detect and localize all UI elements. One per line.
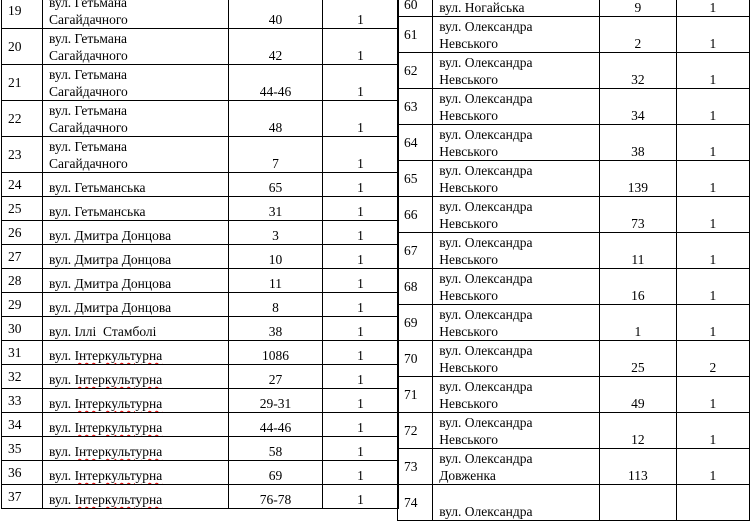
house-number: 40 [229,0,323,29]
house-number: 16 [600,269,677,305]
street-line: вул. Олександра [439,451,533,466]
count-value: 1 [323,245,399,269]
street-name [433,0,600,17]
table-row [398,161,750,197]
table-row [2,317,399,341]
house-number: 38 [600,125,677,161]
street-name [433,233,600,269]
count-value: 1 [676,53,749,89]
table-row [2,485,399,509]
street-line: вул. Олександра [439,19,533,34]
street-line: вул. Олександра [439,415,533,430]
street-line: вул. Дмитра Донцова [49,300,172,315]
street-line: вул. Олександра [439,199,533,214]
row-number: 23 [2,137,43,173]
house-number: 1086 [229,341,323,365]
street-line: вул. Інтеркультурна [49,444,163,459]
house-number: 31 [229,197,323,221]
street-line: Невського [439,360,498,375]
street-name [43,245,229,269]
table-row [398,449,750,485]
street-name [433,89,600,125]
row-number: 73 [398,449,433,485]
count-value: 1 [323,221,399,245]
street-line: вул. Гетьмана [49,139,128,154]
table-row [398,53,750,89]
house-number: 32 [600,53,677,89]
count-value: 1 [323,341,399,365]
count-value: 1 [323,197,399,221]
street-line: вул. Інтеркультурна [49,468,163,483]
left-table-body [2,0,399,509]
table-row [2,269,399,293]
street-line: вул. Дмитра Донцова [49,252,172,267]
street-name [43,0,229,29]
count-value: 1 [676,0,749,17]
street-line: вул. Олександра [439,235,533,250]
row-number: 65 [398,161,433,197]
street-line: Сагайдачного [49,120,128,135]
house-number: 42 [229,29,323,65]
street-line: Невського [439,108,498,123]
street-name [433,305,600,341]
count-value: 1 [676,233,749,269]
spellcheck-underline: Інтеркультурна [74,444,163,459]
street-line: вул. Інтеркультурна [49,372,163,387]
house-number: 44-46 [229,413,323,437]
row-number: 22 [2,101,43,137]
left-address-table [1,0,399,509]
street-line: Сагайдачного [49,48,128,63]
house-number: 3 [229,221,323,245]
row-number: 37 [2,485,43,509]
count-value: 1 [323,485,399,509]
table-row [398,341,750,377]
table-row [398,305,750,341]
table-row [2,197,399,221]
house-number: 76-78 [229,485,323,509]
street-line: Невського [439,324,498,339]
count-value: 1 [323,65,399,101]
street-line: вул. Олександра [439,163,533,178]
street-name [43,29,229,65]
street-name [433,17,600,53]
street-name [43,173,229,197]
house-number: 49 [600,377,677,413]
table-row [2,365,399,389]
street-name [433,377,600,413]
count-value: 1 [676,269,749,305]
table-row [2,65,399,101]
street-name [433,341,600,377]
count-value: 1 [323,0,399,29]
street-line: Невського [439,216,498,231]
count-value: 1 [676,377,749,413]
street-line: вул. Інтеркультурна [49,348,163,363]
right-table-body [398,0,750,521]
spellcheck-underline: Інтеркультурна [74,372,163,387]
street-line: вул. Олександра [439,55,533,70]
house-number: 44-46 [229,65,323,101]
house-number: 69 [229,461,323,485]
house-number: 113 [600,449,677,485]
table-row [2,293,399,317]
row-number: 60 [398,0,433,17]
street-name [433,413,600,449]
count-value: 1 [323,365,399,389]
street-line: вул. Гетьмана [49,0,128,10]
house-number: 27 [229,365,323,389]
count-value: 1 [676,413,749,449]
table-row [2,461,399,485]
street-name [433,449,600,485]
table-row [398,17,750,53]
house-number: 38 [229,317,323,341]
house-number: 12 [600,413,677,449]
street-line: вул. Олександра [439,379,533,394]
count-value: 1 [323,461,399,485]
table-row [398,89,750,125]
spellcheck-underline: Інтеркультурна [74,420,163,435]
street-line: вул. Гетьмана [49,67,128,82]
count-value: 1 [676,305,749,341]
street-line: вул. Ногайська [439,0,525,15]
street-name [43,437,229,461]
street-name [433,161,600,197]
street-line: вул. Олександра [439,504,533,519]
street-line: Невського [439,144,498,159]
street-name [43,293,229,317]
street-name [43,461,229,485]
row-number: 31 [2,341,43,365]
table-row [398,0,750,17]
row-number: 27 [2,245,43,269]
street-name [43,341,229,365]
spellcheck-underline: Інтеркультурна [74,396,163,411]
house-number: 29-31 [229,389,323,413]
street-name [43,197,229,221]
street-name [43,101,229,137]
row-number: 32 [2,365,43,389]
row-number: 19 [2,0,43,29]
count-value: 2 [676,341,749,377]
street-name [43,65,229,101]
count-value: 1 [676,197,749,233]
street-line: Сагайдачного [49,12,128,27]
row-number: 24 [2,173,43,197]
street-name [433,269,600,305]
row-number: 30 [2,317,43,341]
street-line: вул. Олександра [439,271,533,286]
table-row [2,245,399,269]
table-row [398,233,750,269]
row-number: 20 [2,29,43,65]
table-row [2,437,399,461]
table-row [2,137,399,173]
row-number: 66 [398,197,433,233]
table-row [398,269,750,305]
row-number: 69 [398,305,433,341]
street-line: вул. Інтеркультурна [49,492,163,507]
row-number: 21 [2,65,43,101]
row-number: 25 [2,197,43,221]
street-line: вул. Гетьманська [49,204,146,219]
table-row [398,125,750,161]
street-line: вул. Дмитра Донцова [49,228,172,243]
house-number: 65 [229,173,323,197]
count-value: 1 [323,437,399,461]
house-number: 73 [600,197,677,233]
house-number: 34 [600,89,677,125]
street-line: вул. Іллі Стамболі [49,324,157,339]
street-line: вул. Дмитра Донцова [49,276,172,291]
table-row [2,389,399,413]
row-number: 72 [398,413,433,449]
table-row [2,101,399,137]
table-row [2,0,399,29]
count-value: 1 [676,17,749,53]
row-number: 26 [2,221,43,245]
street-line: Невського [439,72,498,87]
count-value: 1 [676,125,749,161]
row-number: 63 [398,89,433,125]
street-line: вул. Гетьманська [49,180,146,195]
street-line: Невського [439,396,498,411]
street-name [43,137,229,173]
street-line: Невського [439,180,498,195]
table-row [398,197,750,233]
street-line: вул. Інтеркультурна [49,420,163,435]
house-number: 58 [229,437,323,461]
street-line: Невського [439,288,498,303]
count-value: 1 [323,29,399,65]
table-row [398,413,750,449]
street-name [43,221,229,245]
table-row [2,221,399,245]
street-line: вул. Олександра [439,343,533,358]
street-name [43,389,229,413]
spellcheck-underline: Інтеркультурна [74,348,163,363]
table-row [398,377,750,413]
house-number: 139 [600,161,677,197]
street-line: вул. Олександра [439,307,533,322]
table-row [2,29,399,65]
table-row [2,413,399,437]
row-number: 64 [398,125,433,161]
house-number: 11 [229,269,323,293]
count-value: 1 [676,89,749,125]
street-line: вул. Олександра [439,91,533,106]
house-number: 1 [600,305,677,341]
row-number: 62 [398,53,433,89]
street-name [43,317,229,341]
street-line: Довженка [439,468,496,483]
street-name [433,53,600,89]
row-number: 28 [2,269,43,293]
house-number: 48 [229,101,323,137]
street-name [43,413,229,437]
spellcheck-underline: Інтеркультурна [74,468,163,483]
house-number: 10 [229,245,323,269]
row-number: 68 [398,269,433,305]
street-name [43,365,229,389]
street-name [43,485,229,509]
count-value: 1 [323,389,399,413]
street-line: вул. Гетьмана [49,103,128,118]
street-line: Сагайдачного [49,156,128,171]
count-value: 1 [323,101,399,137]
table-row [2,173,399,197]
row-number: 61 [398,17,433,53]
row-number: 34 [2,413,43,437]
house-number: 2 [600,17,677,53]
table-row [2,341,399,365]
row-number: 29 [2,293,43,317]
row-number: 67 [398,233,433,269]
row-number: 36 [2,461,43,485]
count-value: 1 [323,317,399,341]
row-number: 33 [2,389,43,413]
street-line: Невського [439,432,498,447]
street-name [433,125,600,161]
count-value: 1 [323,173,399,197]
row-number: 35 [2,437,43,461]
house-number: 7 [229,137,323,173]
count-value: 1 [676,449,749,485]
street-line: вул. Гетьмана [49,31,128,46]
right-address-table [397,0,750,521]
street-name [43,269,229,293]
count-value: 1 [323,137,399,173]
count-value: 1 [323,269,399,293]
row-number: 74 [398,485,433,521]
street-line: Сагайдачного [49,84,128,99]
house-number: 11 [600,233,677,269]
street-line: вул. Олександра [439,127,533,142]
count-value: 1 [676,161,749,197]
row-number: 71 [398,377,433,413]
count-value: 1 [323,293,399,317]
street-line: Невського [439,252,498,267]
street-line: вул. Інтеркультурна [49,396,163,411]
street-line: Невського [439,36,498,51]
count-value: 1 [323,413,399,437]
street-name [433,197,600,233]
row-number: 70 [398,341,433,377]
house-number: 25 [600,341,677,377]
spellcheck-underline: Інтеркультурна [74,492,163,507]
house-number: 8 [229,293,323,317]
house-number: 9 [600,0,677,17]
